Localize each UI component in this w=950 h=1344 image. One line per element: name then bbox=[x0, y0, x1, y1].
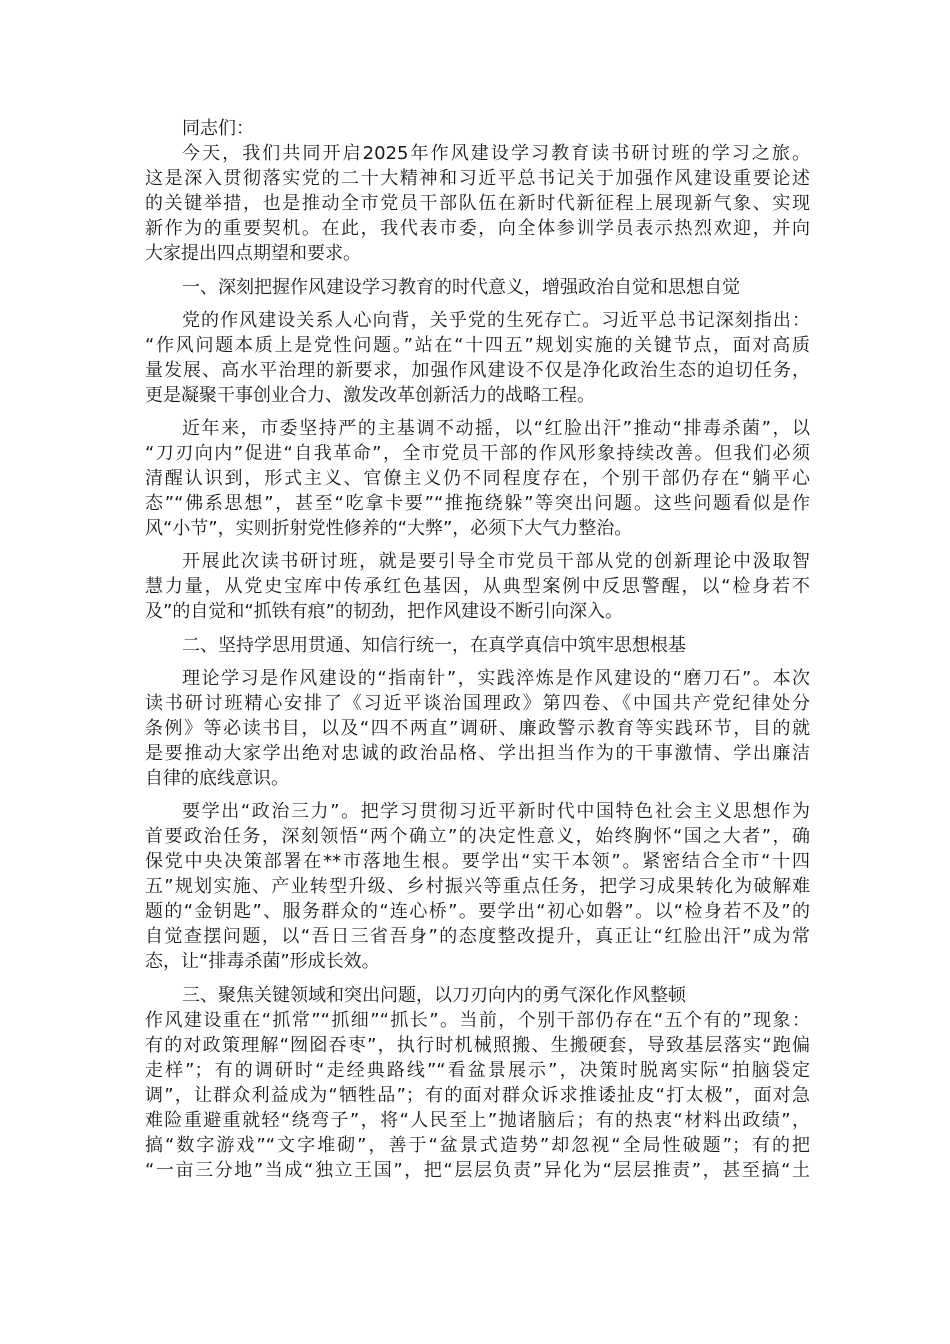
text-line: “作风问题本质上是党性问题。”站在“十四五”规划实施的关键节点，面对高质 bbox=[145, 335, 810, 356]
text-line: 读书研讨班精心安排了《习近平谈治国理政》第四卷、《中国共产党纪律处分 bbox=[145, 693, 810, 714]
text-line: 难险重避重就轻“绕弯子”，将“人民至上”抛诸脑后；有的热衷“材料出政绩”， bbox=[145, 1110, 810, 1131]
text-line: 作风建设重在“抓常”“抓细”“抓长”。当前，个别干部仍存在“五个有的”现象： bbox=[145, 1010, 810, 1031]
text-line: 更是凝聚干事创业合力、激发改革创新活力的战略工程。 bbox=[145, 385, 595, 406]
text-line: 态”“佛系思想”，甚至“吃拿卡要”“推拖绕躲”等突出问题。这些问题看似是作 bbox=[145, 493, 810, 514]
heading-text: 三、聚焦关键领域和突出问题，以刀刃向内的勇气深化作风整顿 bbox=[182, 985, 686, 1006]
text-line: 慧力量，从党史宝库中传承红色基因，从典型案例中反思警醒，以“检身若不 bbox=[145, 576, 810, 597]
heading-text: 二、坚持学思用贯通、知信行统一，在真学真信中筑牢思想根基 bbox=[182, 635, 686, 656]
text-line: 这是深入贯彻落实党的二十大精神和习近平总书记关于加强作风建设重要论述 bbox=[145, 168, 810, 189]
text-line: 首要政治任务，深刻领悟“两个确立”的决定性意义，始终胸怀“国之大者”，确 bbox=[145, 826, 810, 847]
text-line: 近年来，市委坚持严的主基调不动摇，以“红脸出汗”推动“排毒杀菌”，以 bbox=[182, 418, 810, 439]
section-heading bbox=[145, 275, 810, 300]
text-line: 有的对政策理解“囫囵吞枣”，执行时机械照搬、生搬硬套，导致基层落实“跑偏 bbox=[145, 1035, 810, 1056]
text-line: 风“小节”，实则折射党性修养的“大弊”，必须下大气力整治。 bbox=[145, 518, 633, 539]
document-page bbox=[145, 116, 810, 1183]
paragraph bbox=[145, 308, 810, 408]
text-line: 保党中央决策部署在**市落地生根。要学出“实干本领”。紧密结合全市“十四 bbox=[145, 851, 810, 872]
paragraph bbox=[145, 416, 810, 541]
text-line: 理论学习是作风建设的“指南针”，实践淬炼是作风建设的“磨刀石”。本次 bbox=[182, 668, 810, 689]
text-line: 开展此次读书研讨班，就是要引导全市党员干部从党的创新理论中汲取智 bbox=[182, 551, 810, 572]
paragraph bbox=[145, 799, 810, 974]
text-line: 的关键举措，也是推动全市党员干部队伍在新时代新征程上展现新气象、实现 bbox=[145, 193, 810, 214]
text-line: 五”规划实施、产业转型升级、乡村振兴等重点任务，把学习成果转化为破解难 bbox=[145, 876, 810, 897]
section-heading bbox=[145, 633, 810, 658]
text-line: 题的“金钥匙”、服务群众的“连心桥”。要学出“初心如磐”。以“检身若不及”的 bbox=[145, 901, 810, 922]
paragraph bbox=[145, 549, 810, 624]
heading-text: 一、深刻把握作风建设学习教育的时代意义，增强政治自觉和思想自觉 bbox=[182, 277, 740, 298]
text-line: 量发展、高水平治理的新要求，加强作风建设不仅是净化政治生态的迫切任务， bbox=[145, 360, 810, 381]
text-line: 自律的底线意识。 bbox=[145, 768, 289, 789]
text-line: 清醒认识到，形式主义、官僚主义仍不同程度存在，个别干部仍存在“躺平心 bbox=[145, 468, 810, 489]
text-line: 条例》等必读书目，以及“四不两直”调研、廉政警示教育等实践环节，目的就 bbox=[145, 718, 810, 739]
text-line: 走样”；有的调研时“走经典路线”“看盆景展示”，决策时脱离实际“拍脑袋定 bbox=[145, 1060, 810, 1081]
text-line: 党的作风建设关系人心向背，关乎党的生死存亡。习近平总书记深刻指出： bbox=[182, 310, 810, 331]
text-line: 调”，让群众利益成为“牺牲品”；有的面对群众诉求推诿扯皮“打太极”，面对急 bbox=[145, 1085, 810, 1106]
text-line: 今天，我们共同开启2025年作风建设学习教育读书研讨班的学习之旅。 bbox=[182, 143, 810, 164]
paragraph bbox=[145, 141, 810, 266]
text-line: 态，让“排毒杀菌”形成长效。 bbox=[145, 951, 380, 972]
document-body bbox=[145, 141, 810, 1183]
text-line: 及”的自觉和“抓铁有痕”的韧劲，把作风建设不断引向深入。 bbox=[145, 601, 623, 622]
text-line: 新作为的重要契机。在此，我代表市委，向全体参训学员表示热烈欢迎，并向 bbox=[145, 218, 810, 239]
text-line: 要学出“政治三力”。把学习贯彻习近平新时代中国特色社会主义思想作为 bbox=[182, 801, 810, 822]
paragraph bbox=[145, 666, 810, 791]
text-line: “一亩三分地”当成“独立王国”，把“层层负责”异化为“层层推责”，甚至搞“土 bbox=[145, 1160, 810, 1181]
text-line: 是要推动大家学出绝对忠诚的政治品格、学出担当作为的干事激情、学出廉洁 bbox=[145, 743, 810, 764]
text-line: 自觉查摆问题，以“吾日三省吾身”的态度整改提升，真正让“红脸出汗”成为常 bbox=[145, 926, 810, 947]
text-line: “刀刃向内”促进“自我革命”，全市党员干部的作风形象持续改善。但我们必须 bbox=[145, 443, 810, 464]
text-line: 大家提出四点期望和要求。 bbox=[145, 243, 361, 264]
salutation: 同志们： bbox=[182, 118, 254, 139]
paragraph bbox=[145, 1008, 810, 1183]
section-heading bbox=[145, 983, 810, 1008]
text-line: 搞“数字游戏”“文字堆砌”，善于“盆景式造势”却忽视“全局性破题”；有的把 bbox=[145, 1135, 810, 1156]
